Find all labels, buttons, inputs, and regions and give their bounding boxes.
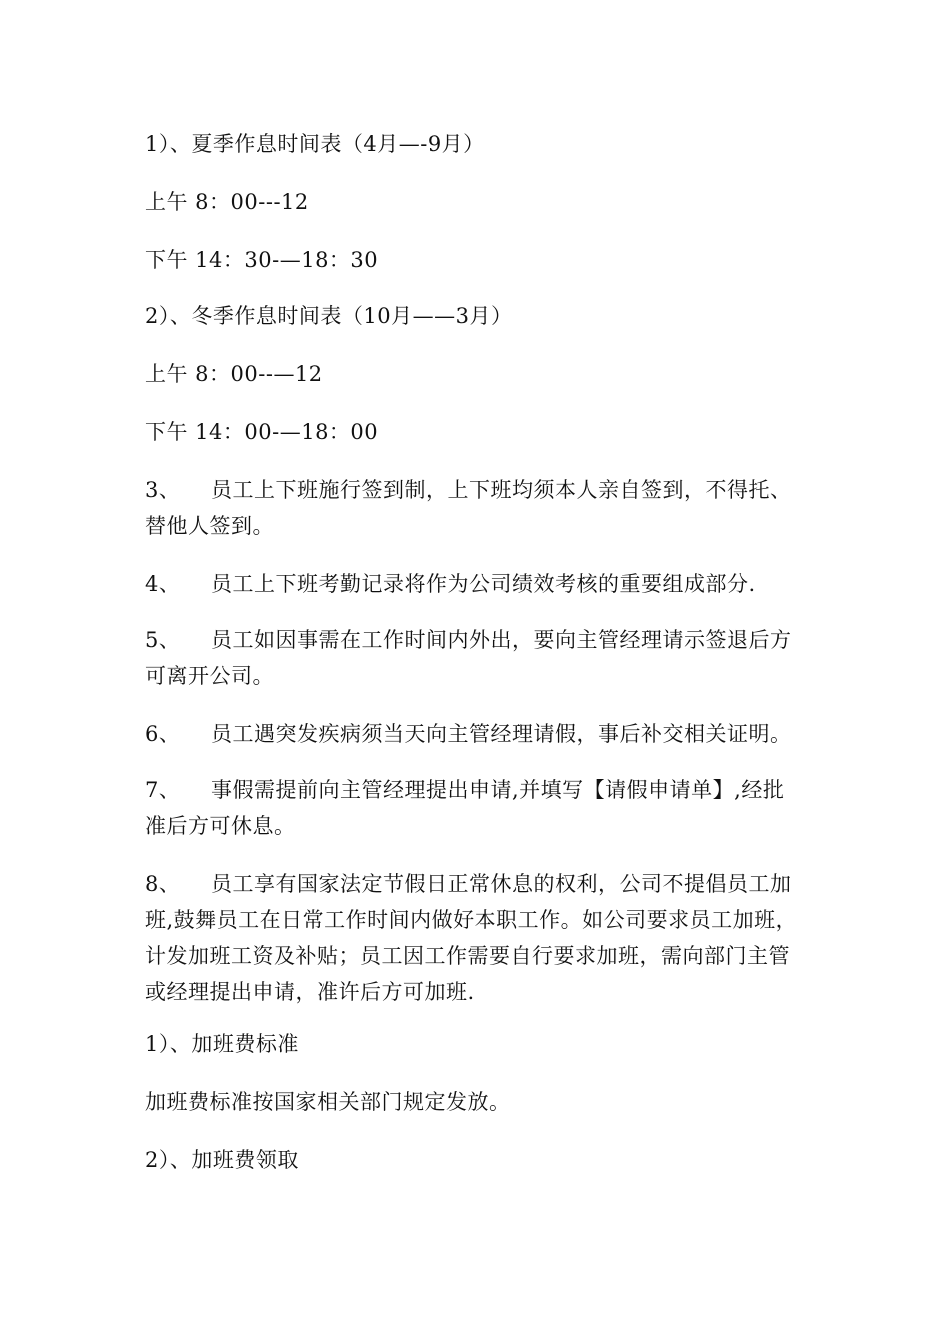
winter-afternoon-hours: 下午 14：00-—18：00 (145, 420, 379, 444)
rule-5 (145, 622, 805, 694)
rule-text: 员工遇突发疾病须当天向主管经理请假，事后补交相关证明。 (211, 722, 792, 746)
rule-text: 员工享有国家法定节假日正常休息的权利，公司不提倡员工加班,鼓舞员工在日常工作时间内做好本职工作。如公司要求员工加班，计发加班工资及补贴；员工因工作需要自行要求加班，需向部门主管或经理提出申请，准许后方可加班. (145, 872, 798, 1004)
rule-number: 5、 (145, 628, 181, 652)
rule-number: 8、 (145, 872, 181, 896)
rule-6 (145, 716, 805, 752)
rule-number: 4、 (145, 572, 181, 596)
summer-morning-hours: 上午 8：00---12 (145, 190, 309, 214)
rule-number: 3、 (145, 478, 181, 502)
overtime-standard-text: 加班费标准按国家相关部门规定发放。 (145, 1090, 511, 1114)
overtime-standard-title: 1）、加班费标准 (145, 1032, 299, 1056)
rule-number: 6、 (145, 722, 181, 746)
rule-text: 员工如因事需在工作时间内外出，要向主管经理请示签退后方可离开公司。 (145, 628, 792, 688)
rule-3 (145, 472, 805, 544)
rule-8 (145, 866, 805, 1010)
summer-afternoon-hours: 下午 14：30-—18：30 (145, 248, 379, 272)
rule-7 (145, 772, 805, 844)
winter-morning-hours: 上午 8：00--—12 (145, 362, 323, 386)
summer-schedule-title: 1）、夏季作息时间表（4月—-9月） (145, 132, 485, 156)
rule-text: 事假需提前向主管经理提出申请,并填写【请假申请单】,经批准后方可休息。 (145, 778, 785, 838)
rule-number: 7、 (145, 778, 181, 802)
winter-schedule-title: 2）、冬季作息时间表（10月——3月） (145, 304, 513, 328)
rule-text: 员工上下班考勤记录将作为公司绩效考核的重要组成部分. (211, 572, 756, 596)
rule-text: 员工上下班施行签到制，上下班均须本人亲自签到，不得托、替他人签到。 (145, 478, 792, 538)
overtime-collect-title: 2）、加班费领取 (145, 1148, 299, 1172)
rule-4 (145, 566, 805, 602)
